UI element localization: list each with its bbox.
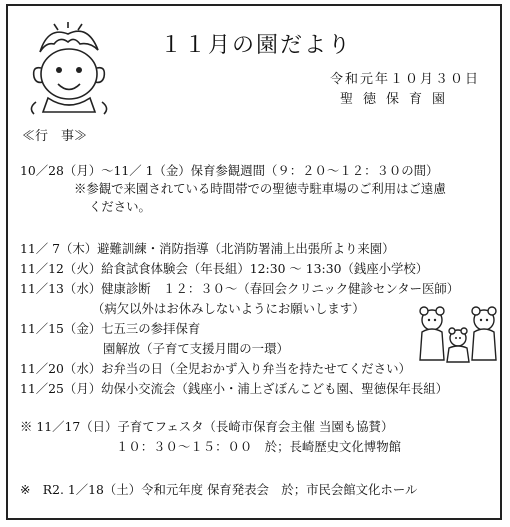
event-line: ください。 [89, 199, 151, 214]
event-line: 11／25（月）幼保小交流会（銭座小・浦上ざぼんこども園、聖徳保年長組） [20, 381, 449, 396]
event-line: 10／28（月）～11／ 1（金）保育参観週間（９：２０～１２：３０の間） [20, 163, 439, 178]
event-line: 園解放（子育て支援月間の一環） [103, 341, 289, 356]
event-line: 11／12（火）給食試食体験会（年長組）12:30 ～ 13:30（銭座小学校） [20, 261, 429, 276]
child-mascot-icon [18, 18, 118, 118]
event-line: （病欠以外はお休みしないようにお願いします） [92, 301, 365, 316]
event-line: ※ R2. 1／18（土）令和元年度 保育発表会 於；市民会館文化ホール [20, 482, 418, 497]
issue-date: 令和元年１０月３０日 [330, 72, 481, 87]
bear-family-icon [418, 304, 500, 366]
event-line: １０：３０～１５：００ 於；長崎歴史文化博物館 [116, 439, 401, 454]
event-line: 11／20（水）お弁当の日（全児おかず入り弁当を持たせてください） [20, 361, 411, 376]
organization-name: 聖徳保育園 [340, 92, 456, 107]
page-title: １１月の園だより [160, 33, 353, 58]
event-line: 11／ 7（木）避難訓練・消防指導（北消防署浦上出張所より来園） [20, 241, 395, 256]
event-line: ※参観で来園されている時間帯での聖徳寺駐車場のご利用はご遠慮 [74, 181, 446, 196]
event-line: 11／13（水）健康診断 １２：３０～（春回会クリニック健診センター医師） [20, 281, 460, 296]
event-line: ※ 11／17（日）子育てフェスタ（長崎市保育会主催 当園も協賛） [20, 419, 394, 434]
event-line: 11／15（金）七五三の参拝保育 [20, 321, 201, 336]
events-heading: ≪行 事≫ [22, 129, 88, 144]
